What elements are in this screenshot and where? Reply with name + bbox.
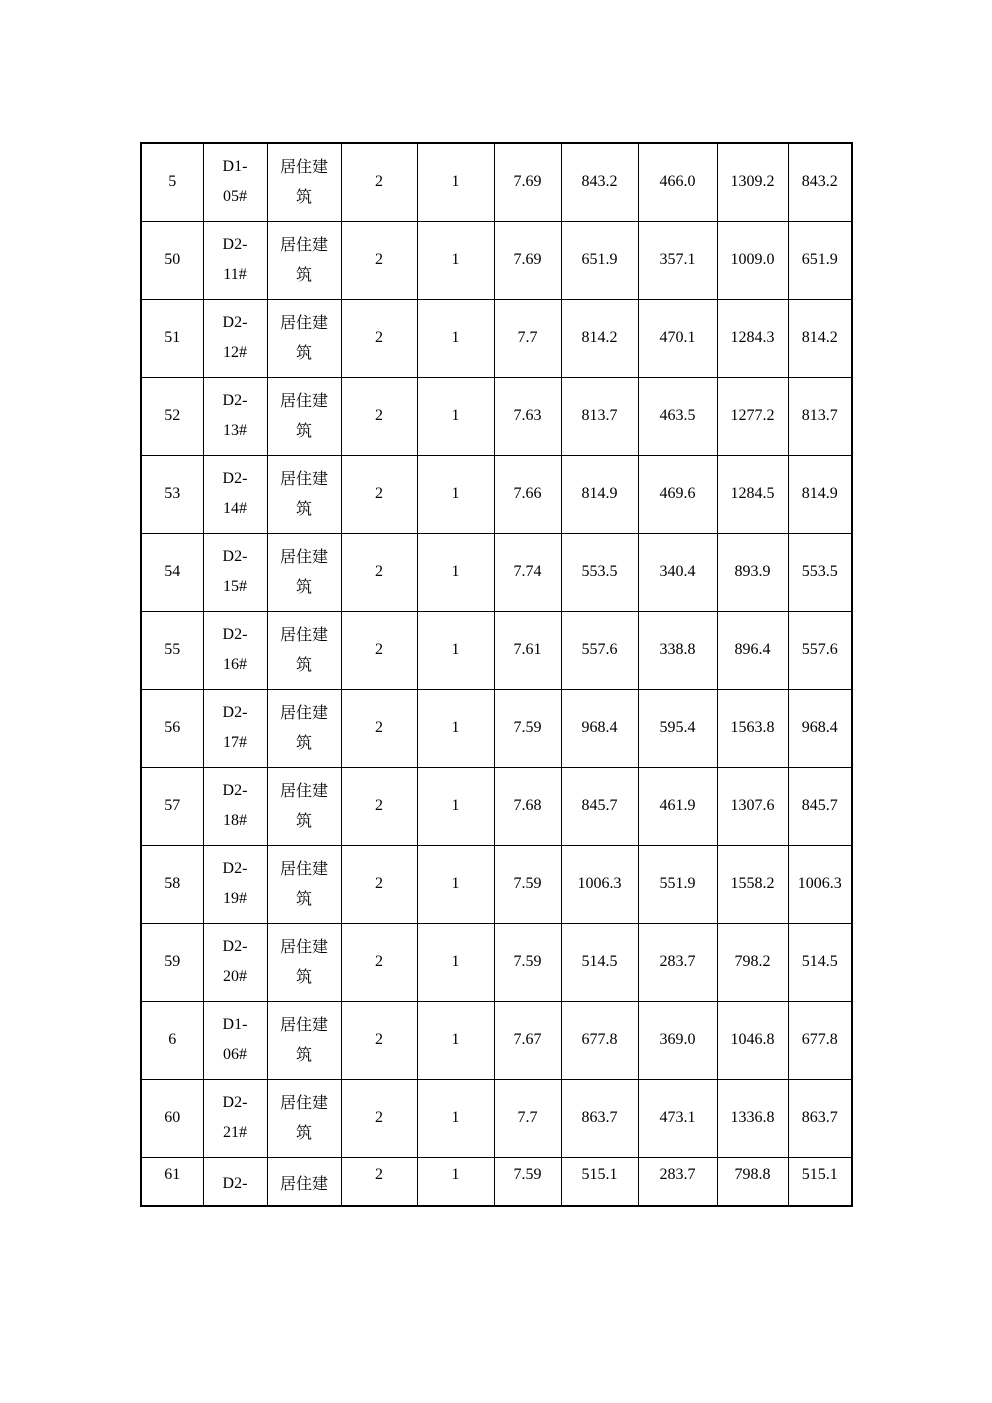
col8-text: 283.7 — [659, 953, 696, 970]
col6-text: 7.59 — [513, 719, 542, 736]
col10-cell — [788, 1001, 852, 1079]
col10-text: 677.8 — [801, 1031, 838, 1048]
col5-text: 1 — [451, 251, 460, 268]
building-code-text: D2-14# — [222, 470, 248, 517]
col9-cell — [717, 221, 788, 299]
building-code-cell — [203, 455, 267, 533]
col10-text: 814.9 — [801, 485, 838, 502]
col10-cell — [788, 1157, 852, 1206]
building-code-text: D2-15# — [222, 548, 248, 595]
col4-text: 2 — [375, 1109, 383, 1126]
col6-text: 7.59 — [513, 953, 542, 970]
col5-cell — [417, 845, 494, 923]
building-type-text: 居住建筑 — [279, 936, 328, 986]
col10-cell — [788, 1079, 852, 1157]
col6-text: 7.61 — [513, 641, 542, 658]
row-number-text: 5 — [168, 173, 177, 191]
col6-cell — [494, 1157, 561, 1206]
col6-cell — [494, 455, 561, 533]
col4-cell — [341, 299, 417, 377]
col10-text: 814.2 — [801, 329, 838, 346]
col10-text: 515.1 — [801, 1165, 838, 1183]
col8-text: 463.5 — [659, 407, 696, 424]
building-code-text: D2-16# — [222, 626, 248, 673]
building-data-table — [140, 142, 853, 1207]
col9-cell — [717, 455, 788, 533]
col9-cell — [717, 533, 788, 611]
col5-cell — [417, 1079, 494, 1157]
col5-cell — [417, 377, 494, 455]
col8-cell — [638, 1079, 717, 1157]
col10-text: 845.7 — [801, 797, 838, 814]
table-row — [141, 1079, 852, 1157]
row-number-cell — [141, 689, 203, 767]
table-row — [141, 845, 852, 923]
col9-cell — [717, 845, 788, 923]
building-type-text: 居住建筑 — [279, 858, 328, 908]
building-type-cell — [267, 767, 341, 845]
col7-cell — [561, 299, 638, 377]
col5-cell — [417, 455, 494, 533]
building-code-cell — [203, 377, 267, 455]
col6-text: 7.7 — [517, 1109, 538, 1126]
col6-cell — [494, 533, 561, 611]
col4-text: 2 — [375, 953, 383, 970]
col10-text: 968.4 — [801, 719, 838, 736]
col10-cell — [788, 377, 852, 455]
building-code-text: D2-13# — [222, 392, 248, 439]
col10-text: 843.2 — [801, 173, 838, 191]
col9-text: 893.9 — [734, 563, 771, 580]
col5-cell — [417, 143, 494, 221]
col9-text: 1336.8 — [730, 1109, 775, 1126]
col9-text: 1309.2 — [730, 173, 775, 191]
col9-cell — [717, 1001, 788, 1079]
col9-text: 1284.3 — [730, 329, 775, 346]
building-type-cell — [267, 377, 341, 455]
col8-text: 369.0 — [659, 1031, 696, 1048]
col6-cell — [494, 1079, 561, 1157]
col7-text: 845.7 — [581, 797, 618, 814]
col7-text: 515.1 — [581, 1165, 618, 1183]
col9-cell — [717, 689, 788, 767]
building-type-text: 居住建筑 — [279, 234, 328, 284]
col7-text: 813.7 — [581, 407, 618, 424]
col5-text: 1 — [451, 173, 460, 191]
col5-cell — [417, 299, 494, 377]
col8-text: 340.4 — [659, 563, 696, 580]
col5-text: 1 — [451, 1109, 460, 1126]
col6-text: 7.67 — [513, 1031, 542, 1048]
building-type-text: 居住建筑 — [279, 390, 328, 440]
col6-text: 7.68 — [513, 797, 542, 814]
col4-cell — [341, 1079, 417, 1157]
col7-text: 651.9 — [581, 251, 618, 268]
row-number-cell — [141, 845, 203, 923]
col7-text: 968.4 — [581, 719, 618, 736]
col4-cell — [341, 845, 417, 923]
col4-text: 2 — [375, 563, 383, 580]
row-number-text: 55 — [164, 641, 181, 658]
building-code-text: D1-06# — [222, 1016, 248, 1063]
col8-cell — [638, 377, 717, 455]
row-number-cell — [141, 455, 203, 533]
table-row — [141, 923, 852, 1001]
row-number-text: 60 — [164, 1109, 181, 1126]
col9-cell — [717, 1079, 788, 1157]
col4-text: 2 — [375, 797, 383, 814]
col10-cell — [788, 611, 852, 689]
col8-cell — [638, 767, 717, 845]
col6-cell — [494, 1001, 561, 1079]
building-type-text: 居住建筑 — [279, 1092, 328, 1142]
col4-cell — [341, 1001, 417, 1079]
row-number-text: 61 — [164, 1165, 181, 1183]
building-code-text: D2-20# — [222, 938, 248, 985]
col6-text: 7.59 — [513, 875, 542, 892]
table-row — [141, 1001, 852, 1079]
building-type-text: 居住建筑 — [279, 156, 328, 206]
row-number-cell — [141, 143, 203, 221]
building-code-cell — [203, 533, 267, 611]
row-number-cell — [141, 377, 203, 455]
col7-cell — [561, 533, 638, 611]
table-row — [141, 611, 852, 689]
col7-text: 814.2 — [581, 329, 618, 346]
col9-text: 1284.5 — [730, 485, 775, 502]
building-type-text: 居住建筑 — [279, 468, 328, 518]
col5-cell — [417, 533, 494, 611]
col10-cell — [788, 299, 852, 377]
building-type-cell — [267, 533, 341, 611]
row-number-cell — [141, 923, 203, 1001]
building-code-cell — [203, 611, 267, 689]
col4-cell — [341, 923, 417, 1001]
building-type-text: 居住建筑 — [279, 702, 328, 752]
col8-cell — [638, 221, 717, 299]
building-code-text: D2- — [222, 1174, 248, 1192]
row-number-text: 52 — [164, 407, 181, 424]
building-type-text: 居住建筑 — [279, 624, 328, 674]
col9-text: 1558.2 — [730, 875, 775, 892]
col5-text: 1 — [451, 719, 460, 736]
building-code-text: D1-05# — [222, 158, 248, 206]
col10-cell — [788, 221, 852, 299]
row-number-cell — [141, 533, 203, 611]
building-code-text: D2-19# — [222, 860, 248, 907]
col7-cell — [561, 1079, 638, 1157]
col6-cell — [494, 611, 561, 689]
col6-cell — [494, 143, 561, 221]
col6-text: 7.63 — [513, 407, 542, 424]
col8-text: 466.0 — [659, 173, 696, 191]
building-code-cell — [203, 1001, 267, 1079]
col5-text: 1 — [451, 953, 460, 970]
col8-text: 473.1 — [659, 1109, 696, 1126]
col7-text: 514.5 — [581, 953, 618, 970]
col8-cell — [638, 143, 717, 221]
col4-cell — [341, 689, 417, 767]
row-number-text: 6 — [168, 1031, 177, 1048]
col7-cell — [561, 455, 638, 533]
col7-cell — [561, 1001, 638, 1079]
col9-cell — [717, 1157, 788, 1206]
building-type-cell — [267, 143, 341, 221]
col4-text: 2 — [375, 329, 383, 346]
building-type-cell — [267, 1157, 341, 1206]
col10-cell — [788, 767, 852, 845]
building-type-text: 居住建筑 — [279, 1014, 328, 1064]
col10-cell — [788, 689, 852, 767]
table-row — [141, 221, 852, 299]
col5-text: 1 — [451, 329, 460, 346]
building-code-cell — [203, 923, 267, 1001]
table-row — [141, 377, 852, 455]
col4-text: 2 — [375, 251, 383, 268]
col9-cell — [717, 299, 788, 377]
building-code-cell — [203, 767, 267, 845]
col10-text: 651.9 — [801, 251, 838, 268]
row-number-text: 51 — [164, 329, 181, 346]
col8-text: 461.9 — [659, 797, 696, 814]
col5-text: 1 — [451, 1165, 460, 1183]
col5-text: 1 — [451, 641, 460, 658]
col6-cell — [494, 689, 561, 767]
col10-cell — [788, 143, 852, 221]
col7-cell — [561, 767, 638, 845]
building-type-cell — [267, 1001, 341, 1079]
col10-cell — [788, 533, 852, 611]
col6-text: 7.59 — [513, 1165, 542, 1183]
building-type-cell — [267, 221, 341, 299]
building-code-cell — [203, 299, 267, 377]
col4-cell — [341, 221, 417, 299]
col7-cell — [561, 845, 638, 923]
col5-cell — [417, 221, 494, 299]
building-code-cell — [203, 1157, 267, 1206]
col7-text: 553.5 — [581, 563, 618, 580]
col4-cell — [341, 767, 417, 845]
col6-text: 7.74 — [513, 563, 542, 580]
col9-text: 896.4 — [734, 641, 771, 658]
col6-cell — [494, 299, 561, 377]
row-number-cell — [141, 1001, 203, 1079]
col5-text: 1 — [451, 485, 460, 502]
col9-cell — [717, 377, 788, 455]
col10-text: 813.7 — [801, 407, 838, 424]
col5-text: 1 — [451, 1031, 460, 1048]
col4-text: 2 — [375, 875, 383, 892]
col8-cell — [638, 845, 717, 923]
col6-cell — [494, 221, 561, 299]
building-type-cell — [267, 455, 341, 533]
col6-cell — [494, 767, 561, 845]
row-number-text: 53 — [164, 485, 181, 502]
col7-cell — [561, 689, 638, 767]
col8-text: 595.4 — [659, 719, 696, 736]
row-number-cell — [141, 1157, 203, 1206]
col7-cell — [561, 611, 638, 689]
building-code-text: D2-17# — [222, 704, 248, 751]
col7-text: 1006.3 — [577, 875, 622, 892]
col10-cell — [788, 845, 852, 923]
building-code-cell — [203, 221, 267, 299]
building-code-text: D2-11# — [222, 236, 248, 283]
row-number-text: 57 — [164, 797, 181, 814]
col10-cell — [788, 923, 852, 1001]
col8-text: 338.8 — [659, 641, 696, 658]
col7-text: 863.7 — [581, 1109, 618, 1126]
col6-text: 7.66 — [513, 485, 542, 502]
col8-cell — [638, 533, 717, 611]
table-row — [141, 299, 852, 377]
col9-text: 1046.8 — [730, 1031, 775, 1048]
col8-text: 470.1 — [659, 329, 696, 346]
building-type-cell — [267, 299, 341, 377]
building-code-text: D2-21# — [222, 1094, 248, 1141]
col4-text: 2 — [375, 719, 383, 736]
building-type-text: 居住建筑 — [279, 312, 328, 362]
col8-cell — [638, 689, 717, 767]
building-type-text: 居住建 — [279, 1173, 328, 1193]
col4-text: 2 — [375, 407, 383, 424]
col8-text: 551.9 — [659, 875, 696, 892]
building-code-text: D2-12# — [222, 314, 248, 361]
col5-text: 1 — [451, 875, 460, 892]
col10-text: 514.5 — [801, 953, 838, 970]
col5-text: 1 — [451, 797, 460, 814]
col5-cell — [417, 767, 494, 845]
col9-text: 1563.8 — [730, 719, 775, 736]
col7-cell — [561, 1157, 638, 1206]
col4-text: 2 — [375, 1165, 383, 1183]
col4-cell — [341, 455, 417, 533]
col10-cell — [788, 455, 852, 533]
col8-cell — [638, 1001, 717, 1079]
col9-text: 1009.0 — [730, 251, 775, 268]
col5-cell — [417, 689, 494, 767]
col5-cell — [417, 611, 494, 689]
row-number-cell — [141, 611, 203, 689]
building-code-cell — [203, 845, 267, 923]
table-row — [141, 455, 852, 533]
col6-text: 7.69 — [513, 251, 542, 268]
col9-cell — [717, 611, 788, 689]
col8-cell — [638, 611, 717, 689]
col4-cell — [341, 1157, 417, 1206]
building-type-cell — [267, 845, 341, 923]
col7-text: 843.2 — [581, 173, 618, 191]
col8-text: 469.6 — [659, 485, 696, 502]
building-code-text: D2-18# — [222, 782, 248, 829]
col10-text: 863.7 — [801, 1109, 838, 1126]
col8-cell — [638, 923, 717, 1001]
col4-text: 2 — [375, 1031, 383, 1048]
building-type-text: 居住建筑 — [279, 546, 328, 596]
col8-text: 357.1 — [659, 251, 696, 268]
table-row — [141, 767, 852, 845]
col5-text: 1 — [451, 407, 460, 424]
row-number-cell — [141, 299, 203, 377]
col8-cell — [638, 1157, 717, 1206]
building-type-cell — [267, 1079, 341, 1157]
col6-cell — [494, 923, 561, 1001]
row-number-cell — [141, 221, 203, 299]
table-row-partial — [141, 1157, 852, 1206]
col9-cell — [717, 143, 788, 221]
col4-text: 2 — [375, 173, 383, 191]
row-number-text: 56 — [164, 719, 181, 736]
row-number-text: 50 — [164, 251, 181, 268]
col6-text: 7.69 — [513, 173, 542, 191]
col7-cell — [561, 143, 638, 221]
building-type-cell — [267, 611, 341, 689]
row-number-text: 54 — [164, 563, 181, 580]
building-type-cell — [267, 689, 341, 767]
col8-cell — [638, 455, 717, 533]
col4-cell — [341, 377, 417, 455]
col5-text: 1 — [451, 563, 460, 580]
col10-text: 557.6 — [801, 641, 838, 658]
col9-text: 1277.2 — [730, 407, 775, 424]
col7-cell — [561, 377, 638, 455]
col6-text: 7.7 — [517, 329, 538, 346]
col8-cell — [638, 299, 717, 377]
row-number-text: 59 — [164, 953, 181, 970]
building-type-cell — [267, 923, 341, 1001]
col7-cell — [561, 923, 638, 1001]
building-type-text: 居住建筑 — [279, 780, 328, 830]
col10-text: 1006.3 — [797, 875, 842, 892]
col5-cell — [417, 1157, 494, 1206]
col7-text: 677.8 — [581, 1031, 618, 1048]
col9-text: 1307.6 — [730, 797, 775, 814]
col7-text: 557.6 — [581, 641, 618, 658]
row-number-cell — [141, 767, 203, 845]
table-row — [141, 533, 852, 611]
col8-text: 283.7 — [659, 1165, 696, 1183]
col9-cell — [717, 923, 788, 1001]
col6-cell — [494, 845, 561, 923]
col4-text: 2 — [375, 485, 383, 502]
row-number-text: 58 — [164, 875, 181, 892]
col9-cell — [717, 767, 788, 845]
col7-text: 814.9 — [581, 485, 618, 502]
row-number-cell — [141, 1079, 203, 1157]
building-code-cell — [203, 689, 267, 767]
building-code-cell — [203, 1079, 267, 1157]
col9-text: 798.8 — [734, 1165, 771, 1183]
table-body — [141, 143, 852, 1206]
col5-cell — [417, 1001, 494, 1079]
table-row — [141, 689, 852, 767]
col4-cell — [341, 611, 417, 689]
col4-cell — [341, 533, 417, 611]
col5-cell — [417, 923, 494, 1001]
col10-text: 553.5 — [801, 563, 838, 580]
col4-text: 2 — [375, 641, 383, 658]
table-row — [141, 143, 852, 221]
col4-cell — [341, 143, 417, 221]
col6-cell — [494, 377, 561, 455]
building-code-cell — [203, 143, 267, 221]
col7-cell — [561, 221, 638, 299]
col9-text: 798.2 — [734, 953, 771, 970]
